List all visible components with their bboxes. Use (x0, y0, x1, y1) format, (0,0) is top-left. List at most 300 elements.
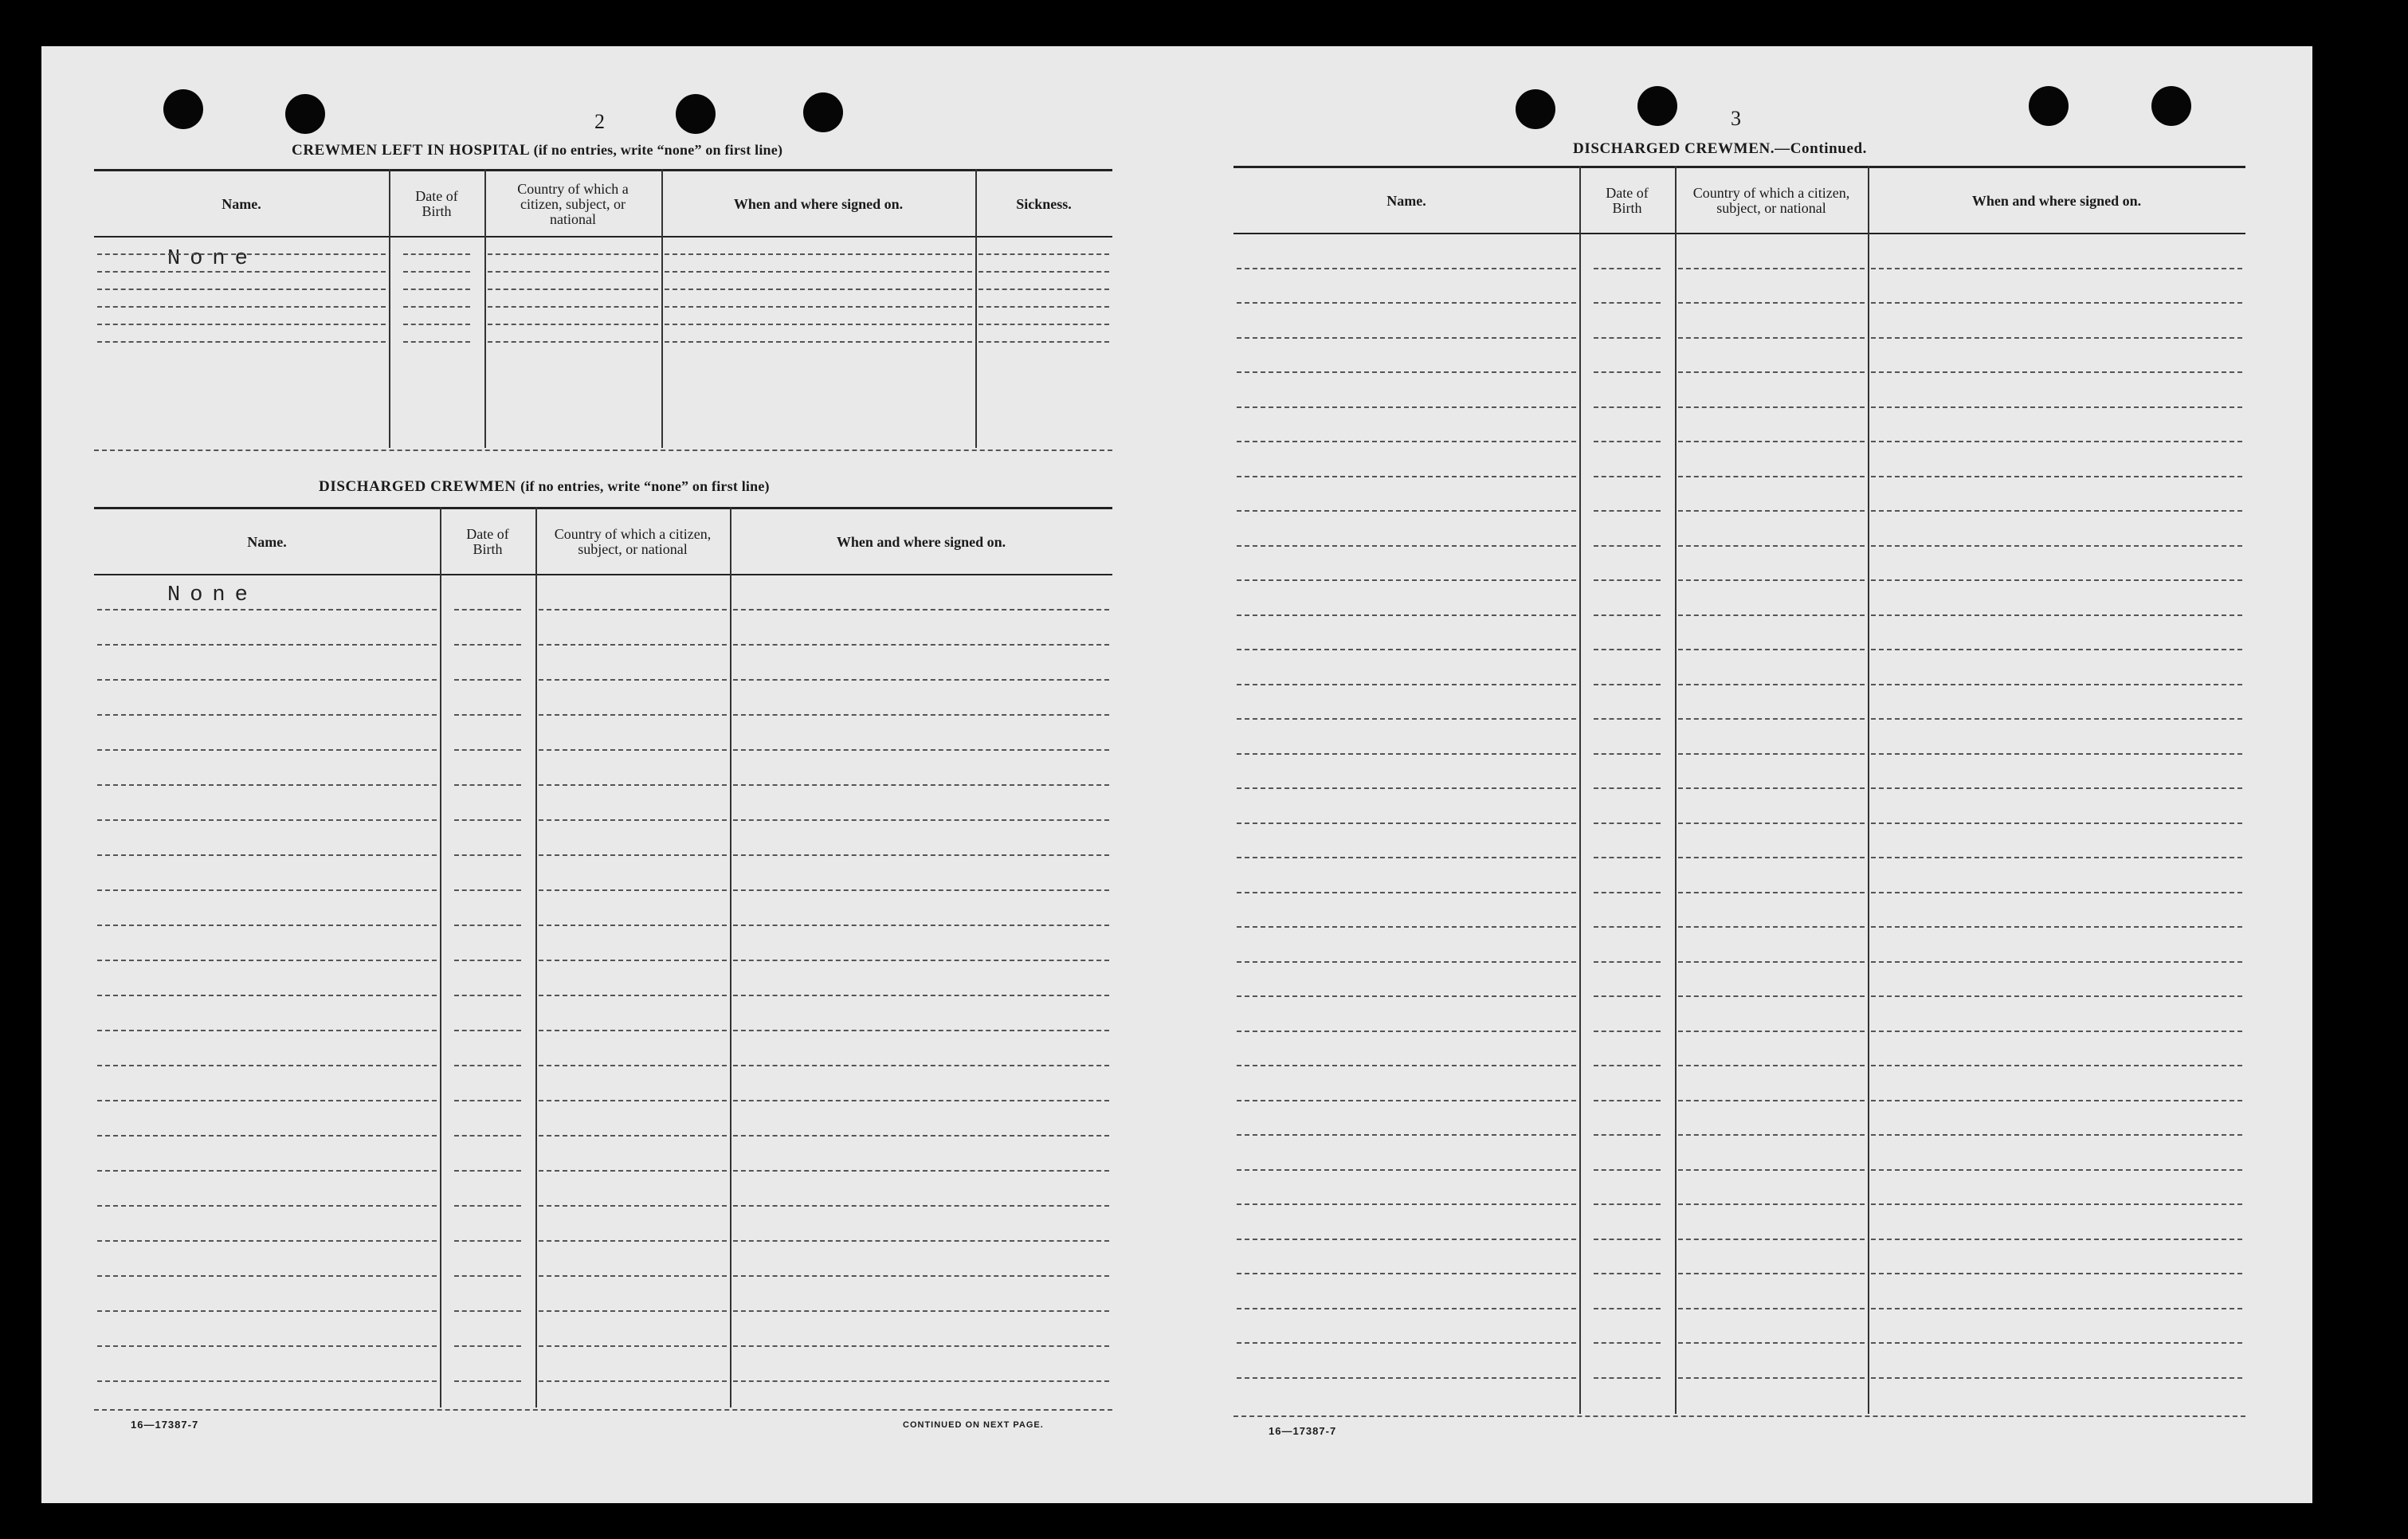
entry-line[interactable] (1237, 823, 1576, 824)
entry-line[interactable] (1678, 545, 1865, 547)
entry-line[interactable] (1871, 1203, 2242, 1205)
entry-line[interactable] (539, 819, 727, 821)
entry-line[interactable] (1237, 441, 1576, 442)
entry-line[interactable] (539, 784, 727, 786)
entry-line[interactable] (403, 306, 470, 308)
entry-line[interactable] (1594, 649, 1661, 650)
entry-line[interactable] (733, 1380, 1109, 1382)
entry-line[interactable] (1237, 857, 1576, 858)
entry-line[interactable] (539, 749, 727, 751)
discharged-col-name: Name. (247, 533, 287, 550)
entry-line[interactable] (1237, 1100, 1576, 1101)
punch-hole-5 (1516, 89, 1555, 129)
entry-line[interactable] (539, 679, 727, 681)
entry-line[interactable] (1678, 441, 1865, 442)
discharged-first-entry: None (167, 583, 257, 607)
entry-line[interactable] (539, 714, 727, 716)
entry-line[interactable] (1871, 1273, 2242, 1274)
entry-line[interactable] (97, 960, 437, 961)
hospital-first-entry: None (167, 247, 257, 271)
punch-hole-7 (2029, 86, 2069, 126)
entry-line[interactable] (454, 784, 521, 786)
entry-line[interactable] (1594, 995, 1661, 997)
entry-line[interactable] (1871, 579, 2242, 581)
entry-line[interactable] (454, 1310, 521, 1312)
entry-line[interactable] (1678, 1100, 1865, 1101)
entry-line[interactable] (1237, 787, 1576, 789)
entry-line[interactable] (1594, 753, 1661, 755)
page-number-right: 3 (1731, 107, 1741, 130)
entry-line[interactable] (1678, 579, 1865, 581)
entry-line[interactable] (733, 1135, 1109, 1137)
entry-line[interactable] (1594, 406, 1661, 408)
entry-line[interactable] (1678, 1342, 1865, 1344)
right-col-name: Name. (1386, 192, 1426, 209)
entry-line[interactable] (1871, 1342, 2242, 1344)
hospital-col-name: Name. (222, 195, 261, 212)
entry-line[interactable] (1594, 337, 1661, 339)
entry-line[interactable] (403, 324, 470, 325)
entry-line[interactable] (1678, 406, 1865, 408)
entry-line[interactable] (1237, 614, 1576, 616)
entry-line[interactable] (733, 854, 1109, 856)
entry-line[interactable] (1871, 1239, 2242, 1240)
entry-line[interactable] (97, 289, 386, 290)
entry-line[interactable] (1871, 302, 2242, 304)
entry-line[interactable] (1237, 337, 1576, 339)
entry-line[interactable] (403, 289, 470, 290)
entry-line[interactable] (97, 324, 386, 325)
entry-line[interactable] (1237, 718, 1576, 720)
entry-line[interactable] (1678, 718, 1865, 720)
entry-line[interactable] (539, 889, 727, 891)
entry-line[interactable] (97, 609, 437, 610)
punch-hole-6 (1637, 86, 1677, 126)
entry-line[interactable] (1678, 892, 1865, 893)
entry-line[interactable] (1237, 302, 1576, 304)
hospital-col-signed-on: When and where signed on. (733, 195, 904, 212)
entry-line[interactable] (733, 1030, 1109, 1031)
table-bottom-line (94, 1409, 1112, 1411)
discharged-table-right (1233, 166, 2245, 1419)
entry-line[interactable] (97, 1240, 437, 1242)
entry-line[interactable] (1594, 1031, 1661, 1032)
entry-line[interactable] (454, 1065, 521, 1066)
entry-line[interactable] (978, 289, 1109, 290)
entry-line[interactable] (454, 644, 521, 646)
entry-line[interactable] (1594, 1065, 1661, 1066)
entry-line[interactable] (97, 679, 437, 681)
entry-line[interactable] (1871, 787, 2242, 789)
entry-line[interactable] (1678, 857, 1865, 858)
entry-line[interactable] (1237, 1377, 1576, 1379)
entry-line[interactable] (1237, 1031, 1576, 1032)
page-number-left: 2 (594, 110, 605, 133)
discharged-col-signed-on: When and where signed on. (836, 533, 1006, 550)
column-divider (389, 169, 390, 448)
entry-line[interactable] (733, 679, 1109, 681)
entry-line[interactable] (978, 324, 1109, 325)
entry-line[interactable] (1871, 1031, 2242, 1032)
entry-line[interactable] (1594, 545, 1661, 547)
entry-line[interactable] (488, 253, 658, 255)
entry-line[interactable] (1237, 1239, 1576, 1240)
entry-line[interactable] (454, 960, 521, 961)
entry-line[interactable] (454, 1275, 521, 1277)
entry-line[interactable] (539, 995, 727, 996)
entry-line[interactable] (1594, 823, 1661, 824)
entry-line[interactable] (733, 1240, 1109, 1242)
discharged-table-left (94, 507, 1112, 1412)
entry-line[interactable] (454, 1030, 521, 1031)
entry-line[interactable] (978, 306, 1109, 308)
entry-line[interactable] (1871, 823, 2242, 824)
entry-line[interactable] (454, 889, 521, 891)
entry-line[interactable] (978, 341, 1109, 343)
entry-line[interactable] (1237, 476, 1576, 477)
entry-line[interactable] (665, 271, 972, 273)
entry-line[interactable] (97, 995, 437, 996)
entry-line[interactable] (1678, 1134, 1865, 1136)
entry-line[interactable] (97, 1345, 437, 1347)
column-divider (535, 507, 537, 1407)
entry-line[interactable] (97, 889, 437, 891)
entry-line[interactable] (1237, 406, 1576, 408)
entry-line[interactable] (1237, 1342, 1576, 1344)
entry-line[interactable] (1678, 614, 1865, 616)
table-bottom-line (1233, 1415, 2245, 1417)
entry-line[interactable] (1594, 371, 1661, 373)
entry-line[interactable] (1871, 926, 2242, 928)
entry-line[interactable] (97, 1205, 437, 1207)
entry-line[interactable] (1237, 892, 1576, 893)
entry-line[interactable] (488, 271, 658, 273)
entry-line[interactable] (97, 253, 386, 255)
discharged-col-dob: Date of Birth (466, 526, 509, 557)
punch-hole-8 (2151, 86, 2191, 126)
entry-line[interactable] (488, 324, 658, 325)
entry-line[interactable] (1678, 1308, 1865, 1309)
entry-line[interactable] (1594, 1308, 1661, 1309)
entry-line[interactable] (1594, 857, 1661, 858)
entry-line[interactable] (1678, 1031, 1865, 1032)
entry-line[interactable] (454, 1170, 521, 1172)
entry-line[interactable] (539, 644, 727, 646)
entry-line[interactable] (1871, 1100, 2242, 1101)
entry-line[interactable] (1678, 302, 1865, 304)
column-divider (1675, 166, 1677, 1414)
entry-line[interactable] (1678, 476, 1865, 477)
entry-line[interactable] (454, 609, 521, 610)
entry-line[interactable] (1237, 995, 1576, 997)
entry-line[interactable] (1594, 1273, 1661, 1274)
entry-line[interactable] (1678, 268, 1865, 269)
entry-line[interactable] (733, 1310, 1109, 1312)
hospital-title-text: CREWMEN LEFT IN HOSPITAL (292, 142, 530, 159)
hospital-instruction: (if no entries, write “none” on first line) (533, 142, 783, 158)
entry-line[interactable] (1678, 753, 1865, 755)
entry-line[interactable] (1594, 1377, 1661, 1379)
entry-line[interactable] (488, 341, 658, 343)
entry-line[interactable] (97, 819, 437, 821)
entry-line[interactable] (539, 960, 727, 961)
entry-line[interactable] (1871, 337, 2242, 339)
entry-line[interactable] (733, 784, 1109, 786)
entry-line[interactable] (1871, 684, 2242, 685)
entry-line[interactable] (1594, 1342, 1661, 1344)
entry-line[interactable] (1237, 371, 1576, 373)
entry-line[interactable] (733, 749, 1109, 751)
entry-line[interactable] (97, 1170, 437, 1172)
entry-line[interactable] (1594, 614, 1661, 616)
entry-line[interactable] (1237, 1273, 1576, 1274)
entry-line[interactable] (1678, 961, 1865, 963)
entry-line[interactable] (454, 1135, 521, 1137)
entry-line[interactable] (1237, 649, 1576, 650)
entry-line[interactable] (539, 1030, 727, 1031)
entry-line[interactable] (97, 271, 386, 273)
entry-line[interactable] (1237, 1308, 1576, 1309)
entry-line[interactable] (1678, 337, 1865, 339)
entry-line[interactable] (1678, 1203, 1865, 1205)
entry-line[interactable] (539, 1380, 727, 1382)
entry-line[interactable] (1594, 892, 1661, 893)
entry-line[interactable] (665, 306, 972, 308)
entry-line[interactable] (1594, 1203, 1661, 1205)
entry-line[interactable] (1871, 1134, 2242, 1136)
entry-line[interactable] (1594, 510, 1661, 512)
entry-line[interactable] (1594, 926, 1661, 928)
entry-line[interactable] (1594, 1134, 1661, 1136)
entry-line[interactable] (1594, 268, 1661, 269)
entry-line[interactable] (665, 289, 972, 290)
entry-line[interactable] (97, 1030, 437, 1031)
entry-line[interactable] (488, 306, 658, 308)
entry-line[interactable] (1237, 1065, 1576, 1066)
entry-line[interactable] (97, 1380, 437, 1382)
entry-line[interactable] (1678, 1239, 1865, 1240)
entry-line[interactable] (1594, 1100, 1661, 1101)
entry-line[interactable] (454, 749, 521, 751)
entry-line[interactable] (454, 1380, 521, 1382)
entry-line[interactable] (1678, 649, 1865, 650)
entry-line[interactable] (1871, 718, 2242, 720)
column-divider (661, 169, 663, 448)
entry-line[interactable] (454, 854, 521, 856)
entry-line[interactable] (539, 1135, 727, 1137)
discharged-instruction: (if no entries, write “none” on first line) (520, 478, 770, 494)
column-divider (1579, 166, 1581, 1414)
entry-line[interactable] (1594, 961, 1661, 963)
entry-line[interactable] (1237, 961, 1576, 963)
entry-line[interactable] (1594, 441, 1661, 442)
entry-line[interactable] (539, 609, 727, 610)
discharged-section-title (319, 478, 770, 496)
hospital-col-dob: Date of Birth (415, 188, 458, 219)
entry-line[interactable] (454, 1100, 521, 1101)
entry-line[interactable] (1237, 1203, 1576, 1205)
entry-line[interactable] (97, 714, 437, 716)
entry-line[interactable] (733, 819, 1109, 821)
right-col-country: Country of which a citizen, subject, or national (1692, 185, 1850, 216)
entry-line[interactable] (1678, 510, 1865, 512)
entry-line[interactable] (1678, 1377, 1865, 1379)
entry-line[interactable] (97, 1310, 437, 1312)
entry-line[interactable] (1871, 510, 2242, 512)
entry-line[interactable] (403, 341, 470, 343)
entry-line[interactable] (97, 306, 386, 308)
entry-line[interactable] (733, 1065, 1109, 1066)
entry-line[interactable] (1871, 1169, 2242, 1171)
entry-line[interactable] (1594, 1169, 1661, 1171)
hospital-col-sickness: Sickness. (1016, 195, 1072, 212)
entry-line[interactable] (733, 1205, 1109, 1207)
form-number-right: 16—17387-7 (1269, 1425, 1337, 1437)
punch-hole-4 (803, 92, 843, 132)
entry-line[interactable] (97, 644, 437, 646)
punch-hole-1 (163, 89, 203, 129)
entry-line[interactable] (1237, 545, 1576, 547)
hospital-table (94, 169, 1112, 453)
entry-line[interactable] (1871, 995, 2242, 997)
entry-line[interactable] (1594, 718, 1661, 720)
entry-line[interactable] (1237, 1169, 1576, 1171)
entry-line[interactable] (1871, 371, 2242, 373)
entry-line[interactable] (1871, 545, 2242, 547)
entry-line[interactable] (1678, 1065, 1865, 1066)
entry-line[interactable] (97, 854, 437, 856)
entry-line[interactable] (733, 644, 1109, 646)
entry-line[interactable] (665, 341, 972, 343)
entry-line[interactable] (733, 1275, 1109, 1277)
entry-line[interactable] (1678, 926, 1865, 928)
entry-line[interactable] (1871, 753, 2242, 755)
discharged-title-text: DISCHARGED CREWMEN (319, 478, 516, 495)
entry-line[interactable] (1678, 995, 1865, 997)
entry-line[interactable] (539, 1065, 727, 1066)
entry-line[interactable] (1871, 441, 2242, 442)
column-divider (440, 507, 441, 1407)
entry-line[interactable] (1594, 787, 1661, 789)
entry-line[interactable] (978, 271, 1109, 273)
entry-line[interactable] (1871, 1065, 2242, 1066)
entry-line[interactable] (454, 1205, 521, 1207)
entry-line[interactable] (1678, 684, 1865, 685)
entry-line[interactable] (733, 889, 1109, 891)
entry-line[interactable] (1594, 579, 1661, 581)
entry-line[interactable] (1237, 268, 1576, 269)
entry-line[interactable] (733, 960, 1109, 961)
entry-line[interactable] (665, 324, 972, 325)
hospital-col-country: Country of which a citizen, subject, or national (517, 180, 629, 227)
entry-line[interactable] (403, 253, 470, 255)
entry-line[interactable] (403, 271, 470, 273)
entry-line[interactable] (539, 1205, 727, 1207)
punch-hole-2 (285, 94, 325, 134)
entry-line[interactable] (454, 819, 521, 821)
entry-line[interactable] (1871, 614, 2242, 616)
entry-line[interactable] (539, 1310, 727, 1312)
entry-line[interactable] (97, 1135, 437, 1137)
entry-line[interactable] (539, 1275, 727, 1277)
entry-line[interactable] (539, 925, 727, 926)
entry-line[interactable] (1237, 510, 1576, 512)
entry-line[interactable] (539, 854, 727, 856)
entry-line[interactable] (97, 1065, 437, 1066)
entry-line[interactable] (454, 925, 521, 926)
entry-line[interactable] (1237, 684, 1576, 685)
entry-line[interactable] (1237, 579, 1576, 581)
entry-line[interactable] (454, 995, 521, 996)
entry-line[interactable] (733, 1345, 1109, 1347)
entry-line[interactable] (1871, 857, 2242, 858)
entry-line[interactable] (733, 609, 1109, 610)
entry-line[interactable] (97, 341, 386, 343)
entry-line[interactable] (1871, 892, 2242, 893)
table-bottom-line (94, 450, 1112, 451)
entry-line[interactable] (1594, 302, 1661, 304)
column-divider (1868, 166, 1869, 1414)
entry-line[interactable] (454, 1240, 521, 1242)
entry-line[interactable] (1678, 823, 1865, 824)
entry-line[interactable] (454, 714, 521, 716)
entry-line[interactable] (1871, 649, 2242, 650)
entry-line[interactable] (1678, 1273, 1865, 1274)
entry-line[interactable] (733, 714, 1109, 716)
entry-line[interactable] (978, 253, 1109, 255)
entry-line[interactable] (539, 1240, 727, 1242)
column-divider (484, 169, 486, 448)
entry-line[interactable] (1678, 1169, 1865, 1171)
entry-line[interactable] (97, 1275, 437, 1277)
entry-line[interactable] (1594, 684, 1661, 685)
entry-line[interactable] (665, 253, 972, 255)
entry-line[interactable] (454, 679, 521, 681)
entry-line[interactable] (1237, 1134, 1576, 1136)
entry-line[interactable] (1871, 1308, 2242, 1309)
entry-line[interactable] (97, 1100, 437, 1101)
entry-line[interactable] (1871, 268, 2242, 269)
entry-line[interactable] (1871, 406, 2242, 408)
entry-line[interactable] (1678, 787, 1865, 789)
entry-line[interactable] (539, 1345, 727, 1347)
entry-line[interactable] (539, 1170, 727, 1172)
entry-line[interactable] (1871, 1377, 2242, 1379)
right-col-dob: Date of Birth (1606, 185, 1649, 216)
column-divider (730, 507, 731, 1407)
entry-line[interactable] (733, 995, 1109, 996)
entry-line[interactable] (539, 1100, 727, 1101)
entry-line[interactable] (1237, 926, 1576, 928)
entry-line[interactable] (97, 925, 437, 926)
entry-line[interactable] (1237, 753, 1576, 755)
form-number-left: 16—17387-7 (131, 1419, 199, 1431)
entry-line[interactable] (454, 1345, 521, 1347)
column-divider (975, 169, 977, 448)
entry-line[interactable] (488, 289, 658, 290)
entry-line[interactable] (1678, 371, 1865, 373)
entry-line[interactable] (97, 749, 437, 751)
entry-line[interactable] (733, 1100, 1109, 1101)
entry-line[interactable] (1594, 1239, 1661, 1240)
entry-line[interactable] (733, 925, 1109, 926)
discharged-continued-title: DISCHARGED CREWMEN.—Continued. (1573, 140, 1868, 157)
entry-line[interactable] (1871, 476, 2242, 477)
entry-line[interactable] (733, 1170, 1109, 1172)
entry-line[interactable] (1594, 476, 1661, 477)
entry-line[interactable] (97, 784, 437, 786)
entry-line[interactable] (1871, 961, 2242, 963)
